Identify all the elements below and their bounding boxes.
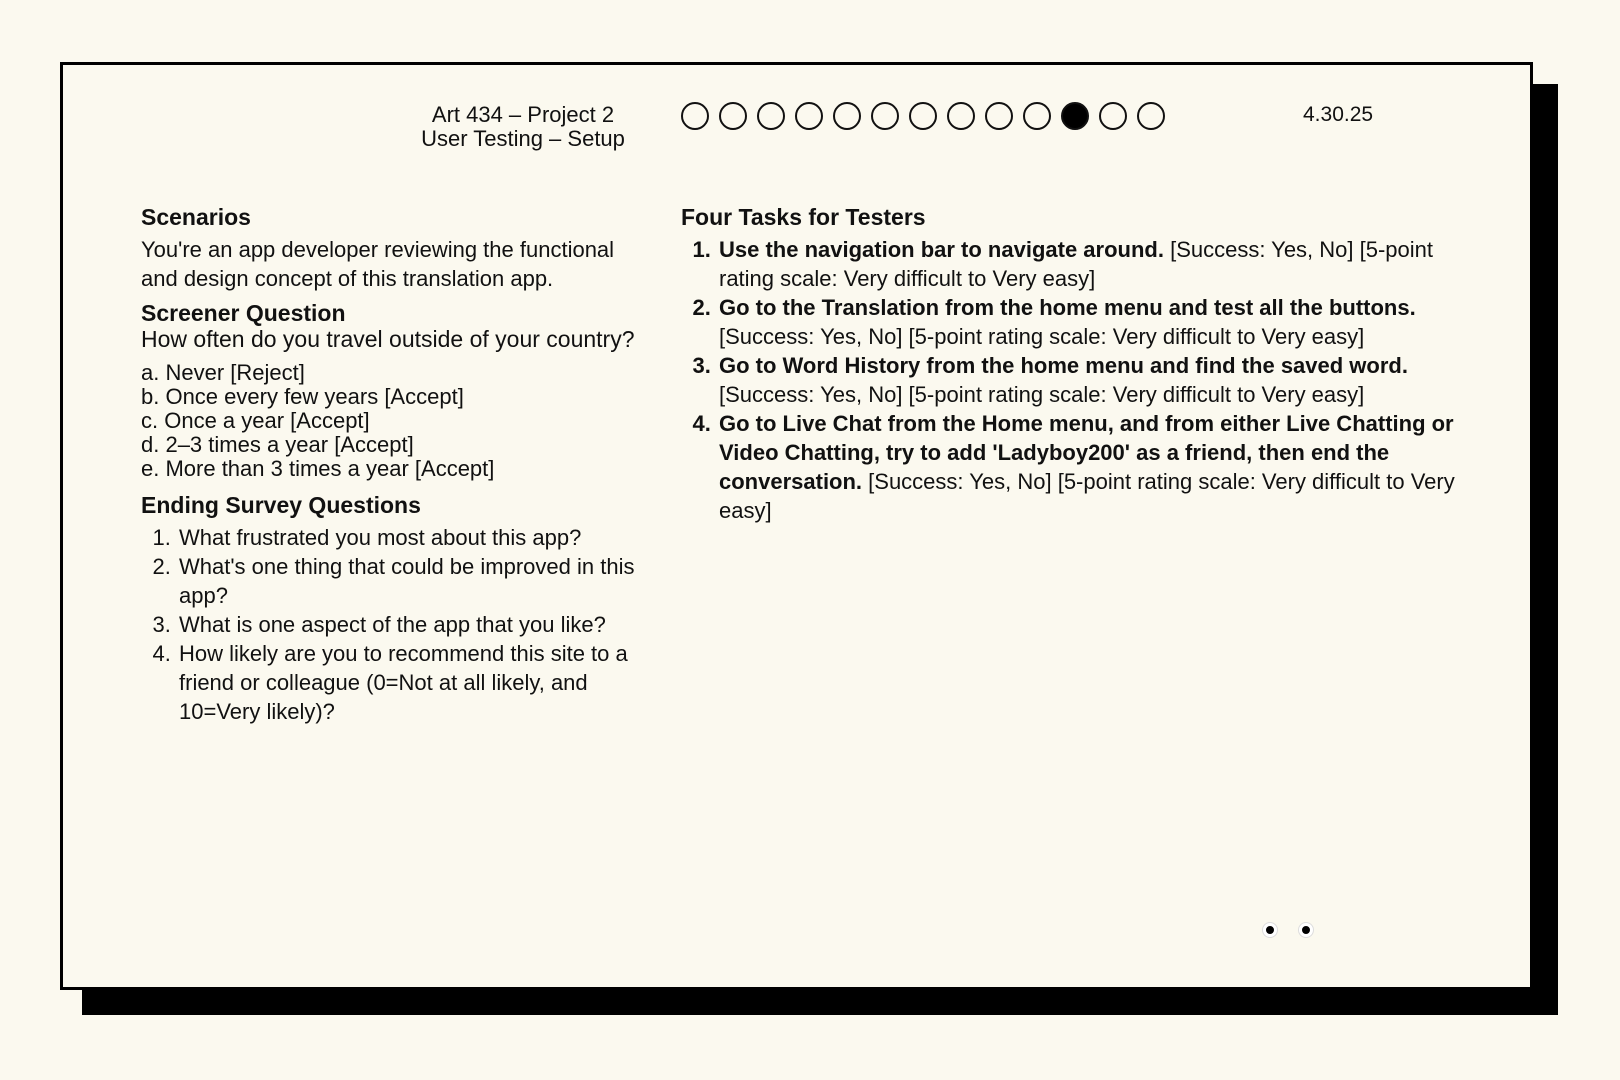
survey-question: 1. What frustrated you most about this app? bbox=[177, 523, 641, 552]
slide-nav-dots bbox=[1263, 923, 1313, 937]
task-instruction: Go to Word History from the home menu and find the saved word. bbox=[719, 353, 1408, 378]
progress-dot bbox=[871, 102, 899, 130]
progress-dot bbox=[1099, 102, 1127, 130]
scenarios-text: You're an app developer reviewing the functional and design concept of this translation app. bbox=[141, 237, 615, 291]
slide-date: 4.30.25 bbox=[1303, 103, 1374, 126]
progress-dot bbox=[719, 102, 747, 130]
task-instruction: Go to the Translation from the home menu and test all the buttons. bbox=[719, 295, 1416, 320]
progress-dot bbox=[1023, 102, 1051, 130]
progress-dot bbox=[833, 102, 861, 130]
slide-subtitle: User Testing – Setup bbox=[421, 126, 625, 151]
progress-dot bbox=[947, 102, 975, 130]
progress-dot bbox=[757, 102, 785, 130]
tasks-heading: Four Tasks for Testers bbox=[681, 204, 926, 230]
progress-dot bbox=[795, 102, 823, 130]
nav-dot[interactable] bbox=[1263, 923, 1277, 937]
progress-dot bbox=[1137, 102, 1165, 130]
survey-question: 3. What is one aspect of the app that you like? bbox=[177, 610, 641, 639]
screener-option: b. Once every few years [Accept] bbox=[141, 384, 464, 409]
task-item bbox=[717, 235, 1471, 293]
screener-option: a. Never [Reject] bbox=[141, 360, 305, 385]
progress-dot bbox=[909, 102, 937, 130]
survey-questions-list bbox=[141, 523, 641, 726]
slide-header-title bbox=[373, 103, 673, 151]
nav-dot[interactable] bbox=[1299, 923, 1313, 937]
survey-heading: Ending Survey Questions bbox=[141, 492, 421, 518]
progress-dot-current bbox=[1061, 102, 1089, 130]
task-item bbox=[717, 409, 1471, 525]
screener-question: How often do you travel outside of your country? bbox=[141, 326, 635, 352]
right-column bbox=[681, 203, 1471, 525]
task-instruction: Use the navigation bar to navigate around. bbox=[719, 237, 1164, 262]
task-metrics: [Success: Yes, No] [5-point rating scale: Very difficult to Very easy] bbox=[719, 382, 1365, 407]
slide-card bbox=[60, 62, 1533, 990]
screener-option: e. More than 3 times a year [Accept] bbox=[141, 456, 495, 481]
task-instruction: Go to Live Chat from the Home menu, and from either Live Chatting or Video Chatting, try to add 'Ladyboy200' as a friend, then end the conversation. bbox=[719, 411, 1454, 494]
scenarios-heading: Scenarios bbox=[141, 204, 251, 230]
screener-options bbox=[141, 361, 641, 481]
left-column bbox=[141, 203, 641, 726]
tasks-list bbox=[681, 235, 1471, 525]
task-metrics: [Success: Yes, No] [5-point rating scale: Very difficult to Very easy] bbox=[719, 469, 1455, 523]
screener-option: d. 2–3 times a year [Accept] bbox=[141, 432, 414, 457]
task-item bbox=[717, 293, 1471, 351]
screener-heading: Screener Question bbox=[141, 300, 346, 326]
survey-question: 2. What's one thing that could be improved in this app? bbox=[177, 552, 641, 610]
task-metrics: [Success: Yes, No] [5-point rating scale: Very difficult to Very easy] bbox=[719, 237, 1434, 291]
survey-question: 4. How likely are you to recommend this site to a friend or colleague (0=Not at all likely, and 10=Very likely)? bbox=[177, 639, 641, 726]
course-project-title: Art 434 – Project 2 bbox=[431, 102, 615, 127]
progress-dot bbox=[985, 102, 1013, 130]
progress-dots bbox=[681, 102, 1165, 130]
screener-option: c. Once a year [Accept] bbox=[141, 408, 370, 433]
task-metrics: [Success: Yes, No] [5-point rating scale: Very difficult to Very easy] bbox=[719, 324, 1365, 349]
task-item bbox=[717, 351, 1471, 409]
progress-dot bbox=[681, 102, 709, 130]
